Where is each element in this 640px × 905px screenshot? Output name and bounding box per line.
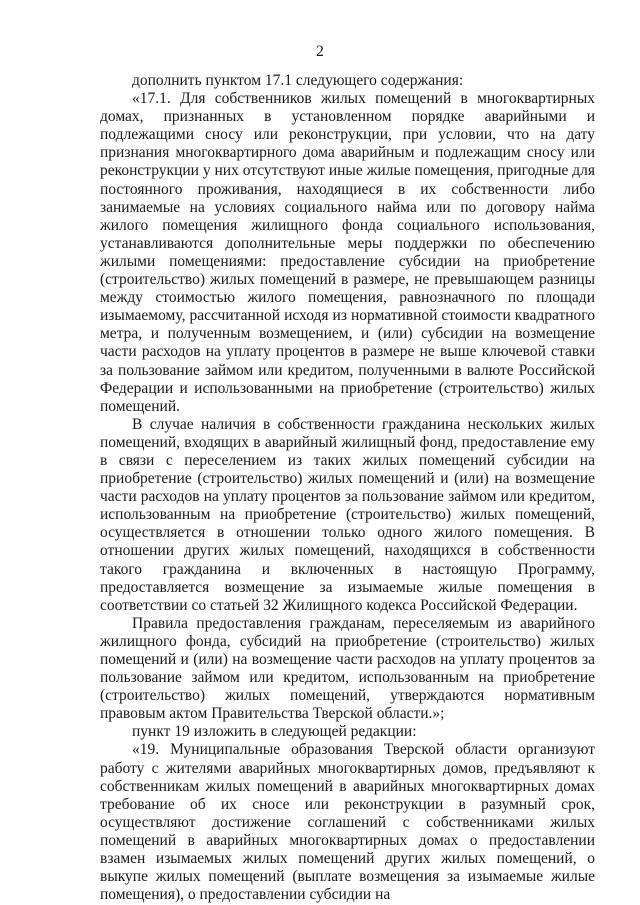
document-body: [100, 72, 595, 904]
paragraph-19: «19. Муниципальные образования Тверской области организуют работу с жителями аварийных многоквартирных домов, предъявляют к собственникам жилых помещений в аварийных многоквартирных домах требование об их сносе или реконструкции в разумный срок, осуществляют достижение соглашений с собственниками жилых помещений в аварийных многоквартирных домах о предоставлении взамен изымаемых жилых помещений других жилых помещений, о выкупе жилых помещений (выплате возмещения за изымаемые жилые помещения), о предоставлении субсидии на: [100, 741, 595, 904]
paragraph-subsidy-rules: Правила предоставления гражданам, переселяемым из аварийного жилищного фонда, субсидий на приобретение (строительство) жилых помещений и (или) на возмещение части расходов на уплату процентов за пользование займом или кредитом, использованным на приобретение (строительство) жилых помещений, утверждаются нормативным правовым актом Правительства Тверской области.»;: [100, 614, 595, 723]
paragraph-multiple-dwellings: В случае наличия в собственности гражданина нескольких жилых помещений, входящих в аварийный жилищный фонд, предоставление ему в связи с переселением из таких жилых помещений субсидии на приобретение (строительство) жилых помещений и (или) на возмещение части расходов на уплату процентов за пользование займом или кредитом, использованным на приобретение (строительство) жилых помещений, осуществляется в отношении только одного жилого помещения. В отношении других жилых помещений, находящихся в собственности такого гражданина и включенных в настоящую Программу, предоставляется возмещение за изымаемые жилые помещения в соответствии со статьей 32 Жилищного кодекса Российской Федерации.: [100, 415, 595, 614]
page-number: 2: [316, 43, 324, 60]
paragraph-intro: дополнить пунктом 17.1 следующего содержания:: [132, 72, 464, 89]
paragraph-17-1: «17.1. Для собственников жилых помещений в многоквартирных домах, признанных в установленном порядке аварийными и подлежащими сносу или реконструкции, при условии, что на дату признания многоквартирного дома аварийным и подлежащим сносу или реконструкции у них отсутствуют иные жилые помещения, пригодные для постоянного проживания, находящиеся в их собственности либо занимаемые на условиях социального найма или по договору найма жилого помещения жилищного фонда социального использования, устанавливаются дополнительные меры поддержки по обеспечению жилыми помещениями: предоставление субсидии на приобретение (строительство) жилых помещений в размере, не превышающем разницы между стоимостью жилого помещения, равнозначного по площади изымаемому, рассчитанной исходя из нормативной стоимости квадратного метра, и полученным возмещением, и (или) субсидии на возмещение части расходов на уплату процентов в размере не выше ключевой ставки за пользование займом или кредитом, полученными в валюте Российской Федерации и использованными на приобретение (строительство) жилых помещений.: [100, 90, 595, 415]
paragraph-point-19-intro: пункт 19 изложить в следующей редакции:: [132, 723, 417, 741]
